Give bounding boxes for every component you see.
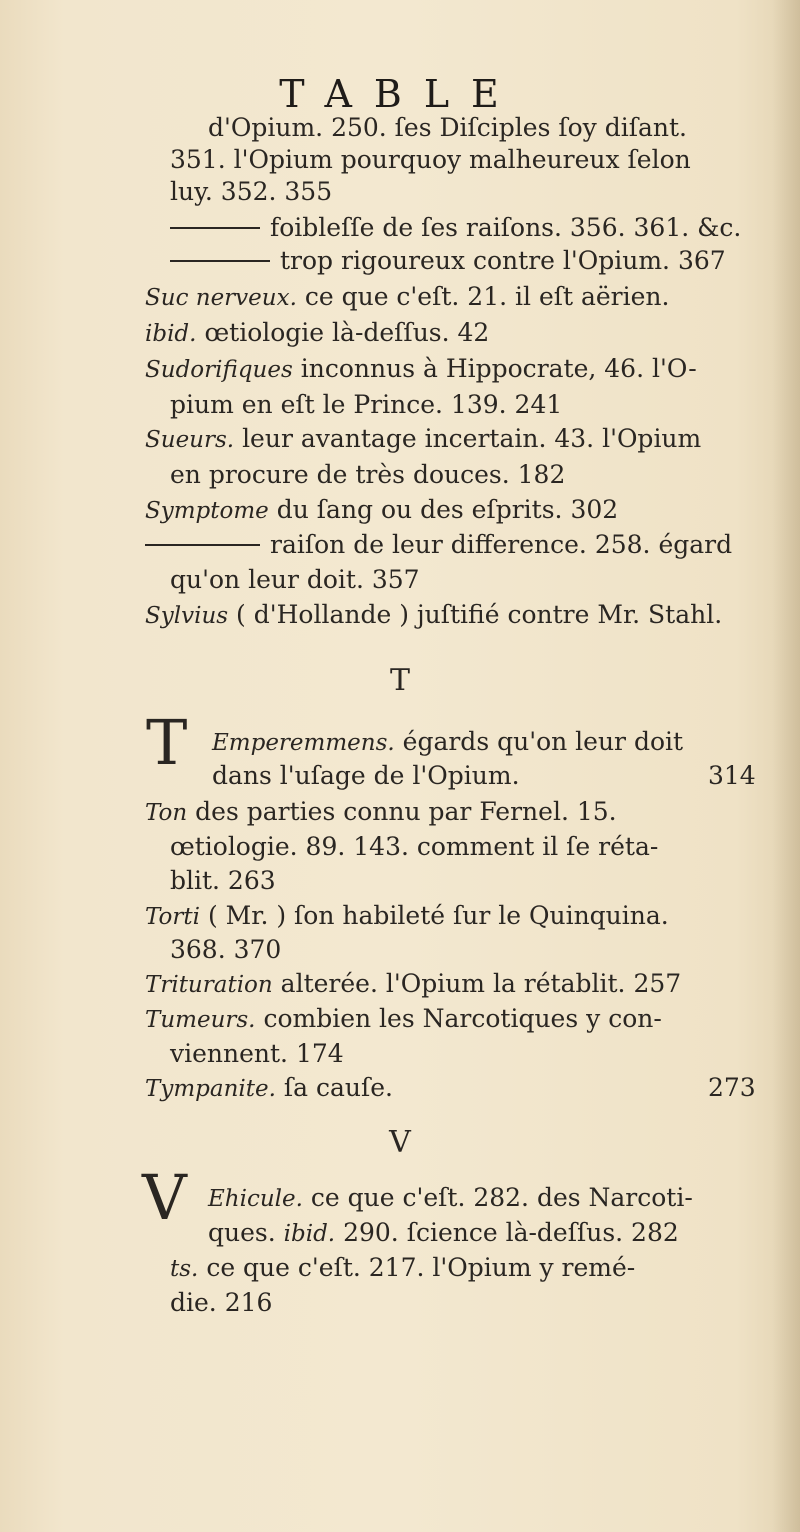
- index-headword: Suc nerveux.: [145, 285, 297, 311]
- section-letter-t: T: [389, 663, 410, 698]
- index-entry: [145, 1004, 662, 1035]
- index-entry-text: ( Mr. ) ſon habileté ſur le Quinquina.: [207, 901, 669, 930]
- index-entry-text: ( d'Hollande ) juſtifié contre Mr. Stahl.: [236, 600, 723, 629]
- index-entry: [208, 1218, 679, 1249]
- index-entry-text: œtiologie là-deſſus. 42: [204, 318, 490, 347]
- index-entry-text: ſa cauſe.: [283, 1073, 393, 1102]
- index-line: qu'on leur doit. 357: [170, 565, 420, 594]
- index-entry-text: combien les Narcotiques y con-: [263, 1004, 662, 1033]
- index-headword: Symptome: [145, 498, 269, 524]
- ditto-dash: [145, 544, 260, 546]
- index-line: 368. 370: [170, 935, 282, 964]
- index-line: luy. 352. 355: [170, 177, 333, 206]
- index-headword: Tympanite.: [145, 1076, 276, 1102]
- index-line: 351. l'Opium pourquoy malheureux ſelon: [170, 145, 691, 174]
- index-headword: ibid.: [145, 321, 197, 347]
- index-entry-text: inconnus à Hippocrate, 46. l'O-: [300, 354, 697, 383]
- index-line: viennent. 174: [170, 1039, 344, 1068]
- index-entry-text: ques.: [208, 1218, 276, 1247]
- index-entry-text: égards qu'on leur doit: [402, 727, 684, 756]
- index-headword: Emperemmens.: [212, 730, 395, 756]
- ditto-dash: [170, 260, 270, 262]
- index-line-text: trop rigoureux contre l'Opium. 367: [280, 246, 726, 275]
- index-entry: [145, 282, 669, 313]
- index-page-number: 314: [708, 761, 756, 790]
- index-line: dans l'uſage de l'Opium.: [212, 761, 520, 790]
- index-entry-text: alterée. l'Opium la rétablit. 257: [280, 969, 682, 998]
- index-line: die. 216: [170, 1288, 273, 1317]
- index-headword: Torti: [145, 904, 200, 930]
- index-line: d'Opium. 250. ſes Diſciples ſoy diſant.: [208, 113, 687, 142]
- index-entry: [145, 1073, 393, 1104]
- index-page-number: 273: [708, 1073, 756, 1102]
- index-headword: Sudorifiques: [145, 357, 293, 383]
- drop-cap-t: T: [146, 706, 188, 779]
- index-entry-text: des parties connu par Fernel. 15.: [195, 797, 617, 826]
- index-entry: [145, 424, 701, 455]
- page-header-title: TABLE: [279, 72, 521, 116]
- index-line-text: raiſon de leur difference. 258. égard: [270, 530, 733, 559]
- index-headword: Sylvius: [145, 603, 229, 629]
- index-entry: [208, 1183, 693, 1214]
- index-entry: [145, 797, 617, 828]
- index-headword: Ton: [145, 800, 188, 826]
- index-headword: ts.: [170, 1256, 199, 1282]
- index-entry: [145, 969, 681, 1000]
- index-line-text: foibleſſe de ſes raiſons. 356. 361. &c.: [270, 213, 742, 242]
- index-entry: [145, 495, 618, 526]
- index-entry-text: leur avantage incertain. 43. l'Opium: [242, 424, 702, 453]
- index-line: œtiologie. 89. 143. comment il ſe réta-: [170, 832, 659, 861]
- index-entry-dash-line: [170, 246, 726, 276]
- index-headword: Sueurs.: [145, 427, 235, 453]
- index-line: pium en eſt le Prince. 139. 241: [170, 390, 563, 419]
- ditto-dash: [170, 227, 260, 229]
- index-headword: Trituration: [145, 972, 273, 998]
- index-headword: Ehicule.: [208, 1186, 303, 1212]
- page-gutter-shadow: [772, 0, 800, 1532]
- index-entry-text: du ſang ou des eſprits. 302: [276, 495, 619, 524]
- index-entry-text: ce que c'eſt. 21. il eſt aërien.: [304, 282, 670, 311]
- index-entry-text: ce que c'eſt. 282. des Narcoti-: [310, 1183, 693, 1212]
- index-entry: [212, 727, 683, 758]
- index-entry: [145, 318, 489, 349]
- section-letter-v: V: [389, 1125, 411, 1160]
- index-entry: [170, 1253, 635, 1284]
- index-headword: ibid.: [283, 1221, 336, 1247]
- index-entry-dash-line: [145, 530, 732, 560]
- index-headword: Tumeurs.: [145, 1007, 256, 1033]
- index-entry-text: ce que c'eſt. 217. l'Opium y remé-: [206, 1253, 636, 1282]
- drop-cap-v: V: [142, 1161, 187, 1234]
- index-entry-dash-line: [170, 213, 741, 243]
- index-line: en procure de très douces. 182: [170, 460, 566, 489]
- index-line: blit. 263: [170, 866, 276, 895]
- index-entry: [145, 600, 722, 631]
- index-entry: [145, 354, 697, 385]
- index-entry: [145, 901, 669, 932]
- index-entry-text: 290. ſcience là-deſſus. 282: [343, 1218, 679, 1247]
